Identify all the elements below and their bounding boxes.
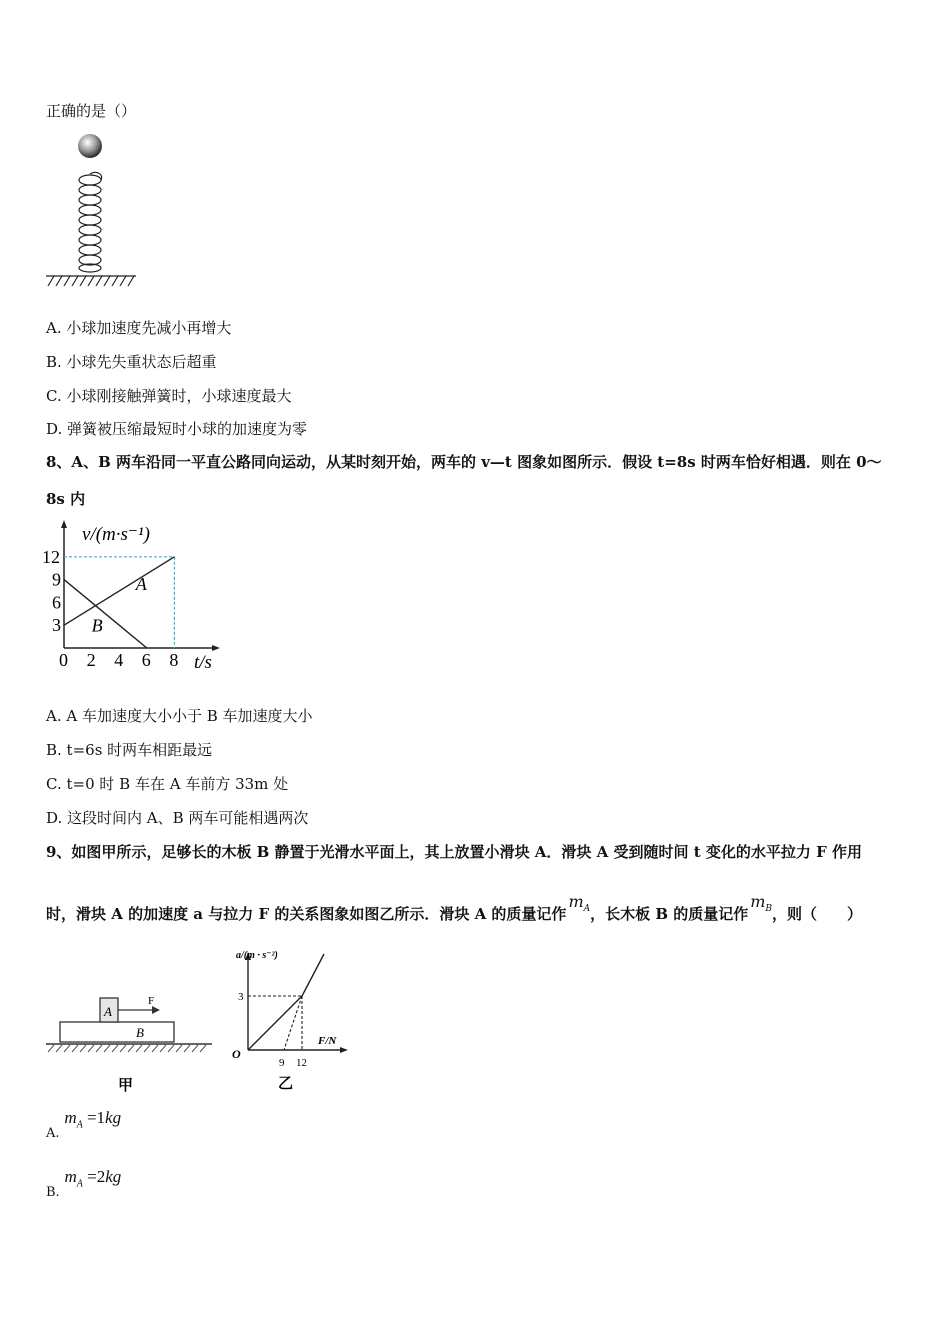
fig-yi-segment-2 bbox=[302, 954, 324, 996]
vt-y-tick-label: 12 bbox=[42, 546, 60, 567]
spring-ball-figure bbox=[44, 130, 144, 290]
fig-yi bbox=[226, 944, 354, 1094]
q9-stem-part1: 时，滑块 A 的加速度 a 与拉力 F 的关系图象如图乙所示．滑块 A 的质量记作 bbox=[46, 905, 567, 923]
q8-stem-line2: 8s 内 bbox=[46, 490, 86, 508]
q7-stem-tail: 正确的是（） bbox=[46, 102, 137, 120]
vt-series-line-A bbox=[64, 557, 174, 625]
q9-option-a-letter: A. bbox=[46, 1126, 60, 1141]
fig-yi-xlabel: F/N bbox=[318, 1035, 337, 1047]
vt-x-tick-label: 0 bbox=[59, 650, 68, 670]
fig-yi-ylabel: a/(m · s⁻²) bbox=[236, 950, 278, 961]
vt-x-arrow bbox=[212, 645, 220, 651]
vt-x-tick-label: 6 bbox=[141, 650, 151, 670]
board-b bbox=[60, 1022, 174, 1042]
vt-y-arrow bbox=[61, 520, 67, 528]
q9-option-b-expr: $m_A =2kg$ bbox=[64, 1167, 122, 1190]
q8-stem-line1: 8、A、B 两车沿同一平直公路同向运动，从某时刻开始，两车的 v—t 图象如图所示．假设 t=8s 时两车恰好相遇．则在 0～ bbox=[46, 453, 882, 471]
q9-mass-a: $m_A$ bbox=[568, 892, 591, 915]
q9-stem-line1: 9、如图甲所示，足够长的木板 B 静置于光滑水平面上，其上放置小滑块 A．滑块 A 受到随时间 t 变化的水平拉力 F 作用 bbox=[46, 843, 862, 861]
vt-y-tick-label: 3 bbox=[52, 615, 61, 636]
force-label: F bbox=[148, 995, 155, 1007]
fig-jia-label: 甲 bbox=[118, 1078, 134, 1094]
q9-stem-part2: ，长木板 B 的质量记作 bbox=[590, 905, 749, 923]
q8-option-c: C. t=0 时 B 车在 A 车前方 33m 处 bbox=[46, 775, 289, 793]
fig-yi-ytick: 3 bbox=[238, 991, 244, 1003]
vt-series-line-B bbox=[64, 580, 147, 648]
q7-option-a: A. 小球加速度先减小再增大 bbox=[46, 319, 232, 337]
vt-x-tick-label: 8 bbox=[169, 650, 179, 670]
vt-x-tick-label: 4 bbox=[114, 650, 124, 670]
q8-option-b: B. t=6s 时两车相距最远 bbox=[46, 741, 213, 759]
vt-series-label-B: B bbox=[91, 615, 103, 636]
q7-option-d: D. 弹簧被压缩最短时小球的加速度为零 bbox=[46, 420, 308, 438]
fig-yi-segment-1 bbox=[248, 996, 302, 1050]
q9-option-b bbox=[46, 1167, 122, 1200]
vt-series-label-A: A bbox=[135, 574, 147, 595]
vt-y-tick-label: 9 bbox=[52, 569, 61, 590]
q7-option-c: C. 小球刚接触弹簧时，小球速度最大 bbox=[46, 387, 292, 405]
ball bbox=[78, 134, 102, 158]
q9-option-a bbox=[46, 1108, 122, 1141]
board-b-label: B bbox=[136, 1025, 144, 1040]
fig-yi-label: 乙 bbox=[278, 1076, 294, 1092]
q8-option-a: A. A 车加速度大小小于 B 车加速度大小 bbox=[46, 707, 313, 725]
q9-option-a-expr: $m_A =1kg$ bbox=[64, 1108, 122, 1131]
vt-xlabel: t/s bbox=[194, 652, 212, 673]
vt-series bbox=[64, 557, 174, 648]
q9-option-b-letter: B. bbox=[46, 1185, 60, 1200]
fig-yi-xtick-9: 9 bbox=[279, 1057, 285, 1069]
vt-chart bbox=[44, 518, 234, 676]
vt-x-tick-label: 2 bbox=[86, 650, 96, 670]
vt-y-tick-label: 6 bbox=[52, 592, 61, 613]
q9-stem-part3: ，则（ ） bbox=[772, 905, 863, 923]
q8-option-d: D. 这段时间内 A、B 两车可能相遇两次 bbox=[46, 809, 309, 827]
fig-yi-xtick-12: 12 bbox=[296, 1057, 307, 1069]
vt-ylabel: v/(m·s⁻¹) bbox=[82, 524, 150, 545]
q9-stem-line2 bbox=[46, 892, 863, 931]
q7-option-b: B. 小球先失重状态后超重 bbox=[46, 353, 217, 371]
q9-mass-b: $m_B$ bbox=[750, 892, 773, 915]
spring bbox=[79, 172, 102, 272]
block-a-label: A bbox=[104, 1004, 112, 1019]
vt-tick-labels bbox=[42, 547, 178, 670]
fig-jia bbox=[44, 990, 216, 1096]
ground bbox=[46, 276, 136, 286]
fig-yi-origin: O bbox=[232, 1047, 241, 1061]
